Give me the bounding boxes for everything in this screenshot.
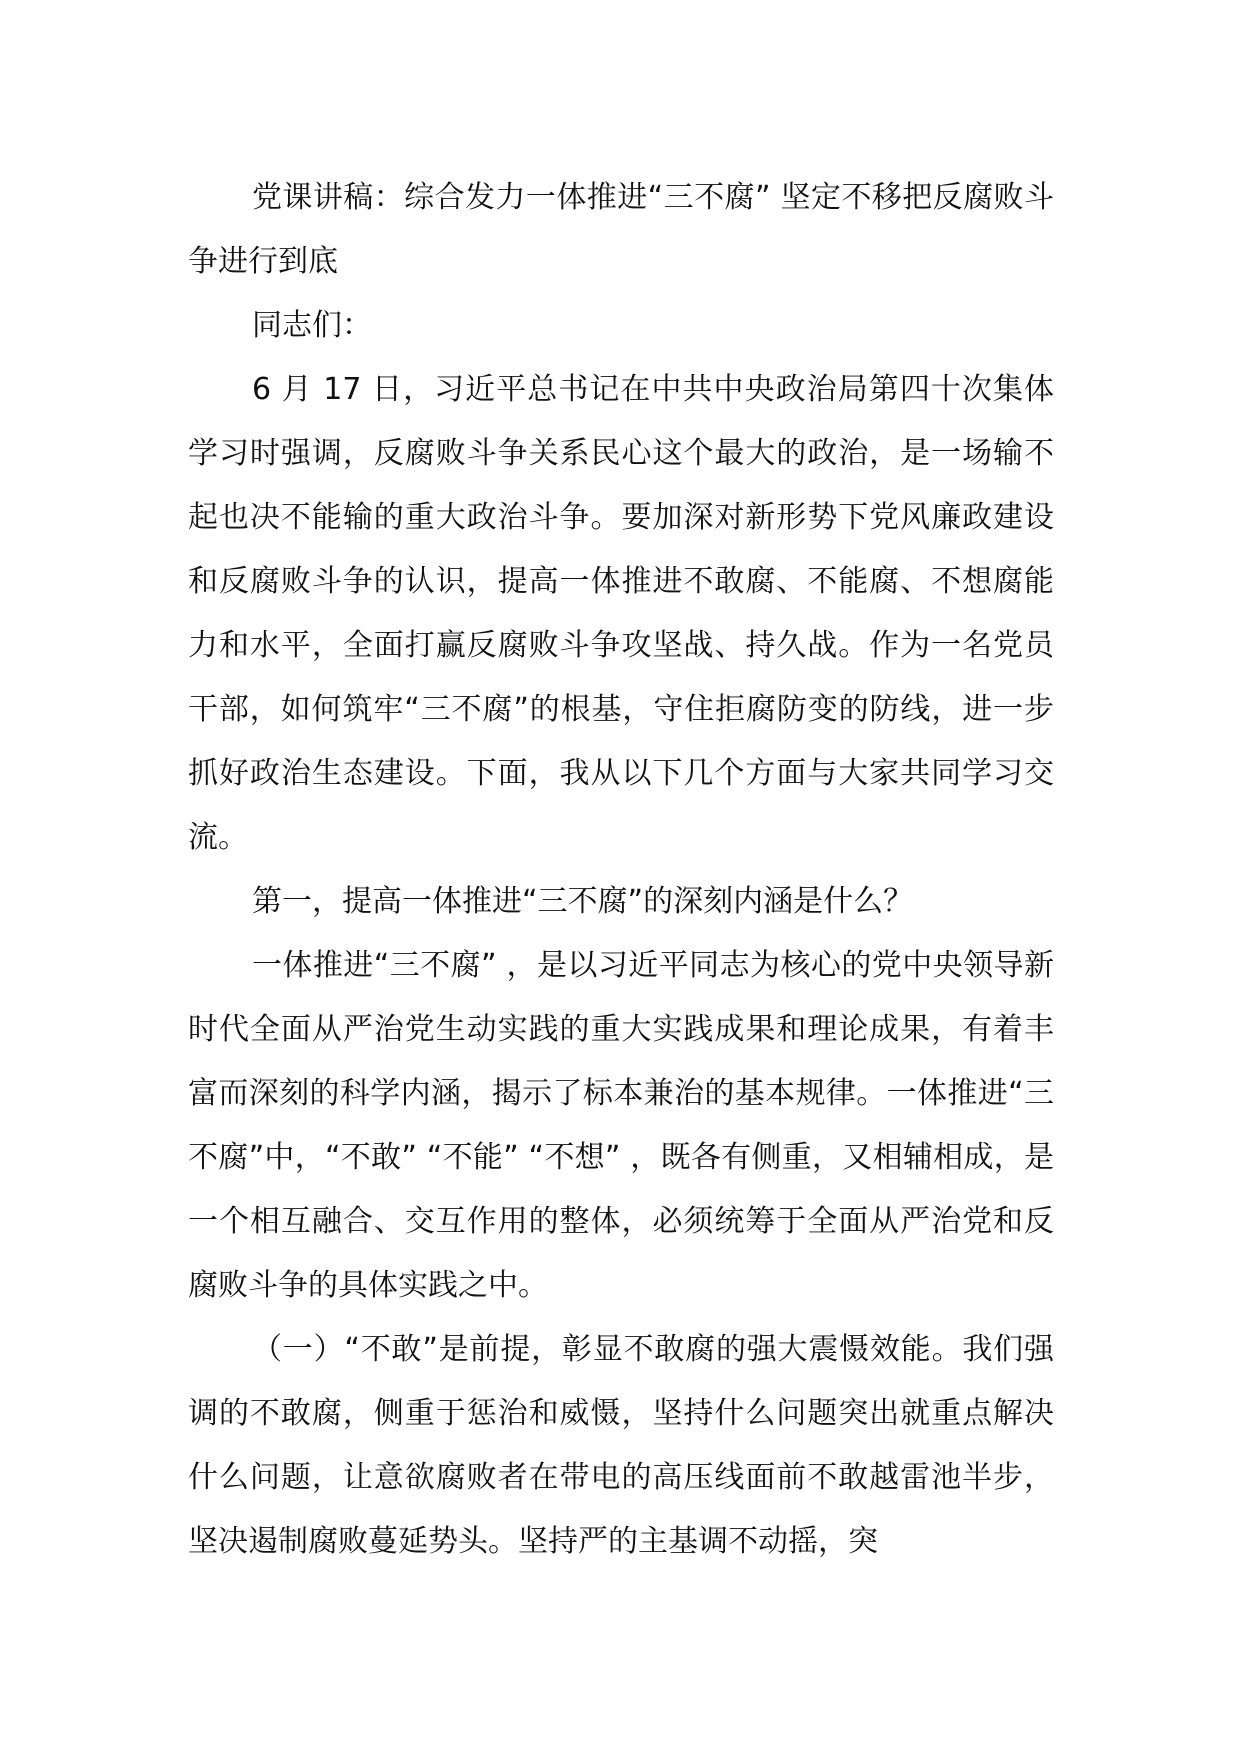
paragraph-not-dare: （一）“不敢”是前提，彰显不敢腐的强大震慑效能。我们强调的不敢腐，侧重于惩治和威慑，坚持什么问题突出就重点解决什么问题，让意欲腐败者在带电的高压线面前不敢越雷池半步，坚决遏制腐败蔓延势头。坚持严的主基调不动摇，突 [188, 1332, 1054, 1559]
section-heading-first: 第一，提高一体推进“三不腐”的深刻内涵是什么？ [252, 884, 914, 919]
document-body [188, 166, 1054, 1574]
document-title: 党课讲稿：综合发力一体推进“三不腐” 坚定不移把反腐败斗争进行到底 [188, 180, 1054, 279]
paragraph-intro: 6 月 17 日，习近平总书记在中共中央政治局第四十次集体学习时强调，反腐败斗争关系民心这个最大的政治，是一场输不起也决不能输的重大政治斗争。要加深对新形势下党风廉政建设和反腐败斗争的认识，提高一体推进不敢腐、不能腐、不想腐能力和水平，全面打赢反腐败斗争攻坚战、持久战。作为一名党员干部，如何筑牢“三不腐”的根基，守住拒腐防变的防线，进一步抓好政治生态建设。下面，我从以下几个方面与大家共同学习交流。 [188, 372, 1054, 855]
paragraph-meaning: 一体推进“三不腐” ，是以习近平同志为核心的党中央领导新时代全面从严治党生动实践的重大实践成果和理论成果，有着丰富而深刻的科学内涵，揭示了标本兼治的基本规律。一体推进“三不腐”中，“不敢” “不能” “不想” ，既各有侧重，又相辅相成，是一个相互融合、交互作用的整体，必须统筹于全面从严治党和反腐败斗争的具体实践之中。 [188, 948, 1054, 1303]
salutation: 同志们： [252, 308, 372, 343]
